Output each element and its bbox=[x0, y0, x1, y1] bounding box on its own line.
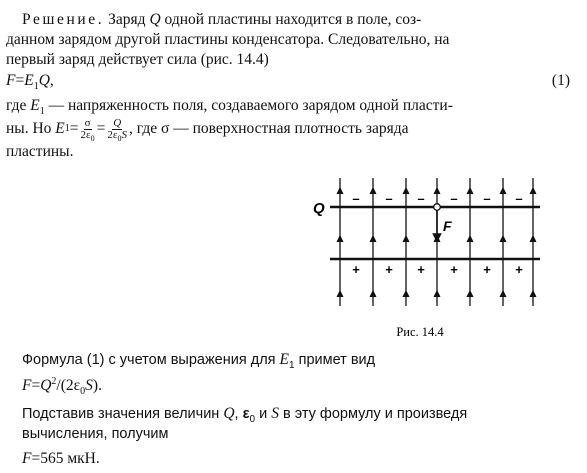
minus-sign: – bbox=[352, 191, 360, 206]
field-lines bbox=[337, 178, 536, 306]
minus-sign: – bbox=[450, 191, 458, 206]
substitution-line-1: Подставив значения величин Q, $\varepsilon_0$ и S в эту формулу и произведя bbox=[22, 405, 468, 425]
capacitor-field-figure bbox=[300, 176, 560, 346]
plus-signs bbox=[352, 262, 523, 277]
solution-line-1: Решение. Заряд Q одной пластины находится в поле, соз- bbox=[22, 11, 422, 28]
field-arrow bbox=[370, 236, 376, 242]
field-arrow bbox=[500, 291, 506, 297]
field-arrow bbox=[467, 236, 473, 242]
field-arrow bbox=[530, 236, 536, 242]
field-arrow bbox=[337, 188, 343, 194]
plus-sign: + bbox=[483, 262, 491, 277]
substitution-line-2: вычисления, получим bbox=[22, 426, 169, 442]
field-arrow bbox=[337, 291, 343, 297]
solution-line-3: первый заряд действует сила (рис. 14.4) bbox=[6, 51, 269, 68]
field-arrow bbox=[530, 188, 536, 194]
field-arrow bbox=[500, 236, 506, 242]
charge-point bbox=[434, 204, 441, 211]
field-arrow bbox=[337, 236, 343, 242]
plus-sign: + bbox=[352, 262, 360, 277]
result-equation: F=565 мкН. bbox=[22, 450, 100, 467]
minus-sign: – bbox=[483, 191, 491, 206]
minus-sign: – bbox=[385, 191, 393, 206]
solution-line-2: данном зарядом другой пластины конденсатора. Следовательно, на bbox=[6, 31, 450, 48]
plate-charge-label: Q bbox=[313, 200, 325, 217]
figure-caption: Рис. 14.4 bbox=[396, 325, 444, 339]
result-value: 565 мкН. bbox=[40, 450, 100, 467]
plus-sign: + bbox=[450, 262, 458, 277]
substitution-paragraph bbox=[22, 404, 587, 444]
field-arrow bbox=[403, 236, 409, 242]
minus-sign: – bbox=[417, 191, 425, 206]
field-arrow bbox=[403, 188, 409, 194]
field-arrow bbox=[467, 291, 473, 297]
fraction-sigma: $\frac{\sigma}{2\varepsilon_0}$ bbox=[80, 116, 95, 143]
fraction-q: $\frac{Q}{2\varepsilon_0S}$ bbox=[107, 116, 127, 143]
formula-intro: Формула (1) с учетом выражения для $E_1$ примет вид bbox=[22, 351, 376, 371]
field-arrow bbox=[434, 291, 440, 297]
plus-sign: + bbox=[385, 262, 393, 277]
explanation-line-3: пластины. bbox=[6, 143, 74, 160]
explanation-line-2: ны. Но E 1 = $\frac{\sigma}{2\varepsilon_0}$ = $\frac{Q}{2\varepsilon_0S}$ , где σ — поверхностная плотность заряда bbox=[6, 116, 409, 143]
equation-1: $F=E_1Q$, (1) bbox=[6, 72, 570, 93]
field-arrow bbox=[500, 188, 506, 194]
field-arrow bbox=[370, 188, 376, 194]
solution-heading: Решение. bbox=[22, 11, 105, 28]
force-label: F bbox=[443, 218, 452, 234]
plus-sign: + bbox=[417, 262, 425, 277]
field-arrow bbox=[370, 291, 376, 297]
solution-paragraph bbox=[6, 10, 582, 70]
plus-sign: + bbox=[515, 262, 523, 277]
field-arrow bbox=[467, 188, 473, 194]
explanation-paragraph bbox=[6, 96, 581, 162]
equation-number-1: (1) bbox=[551, 72, 570, 89]
equation-2: $F=Q^2/(2\varepsilon_0S)$. bbox=[22, 375, 102, 398]
field-arrow bbox=[403, 291, 409, 297]
minus-sign: – bbox=[515, 191, 523, 206]
explanation-line-1: где $E_1$ — напряженность поля, создаваемого зарядом одной пласти- bbox=[6, 97, 453, 118]
field-arrow bbox=[530, 291, 536, 297]
field-arrow bbox=[434, 188, 440, 194]
